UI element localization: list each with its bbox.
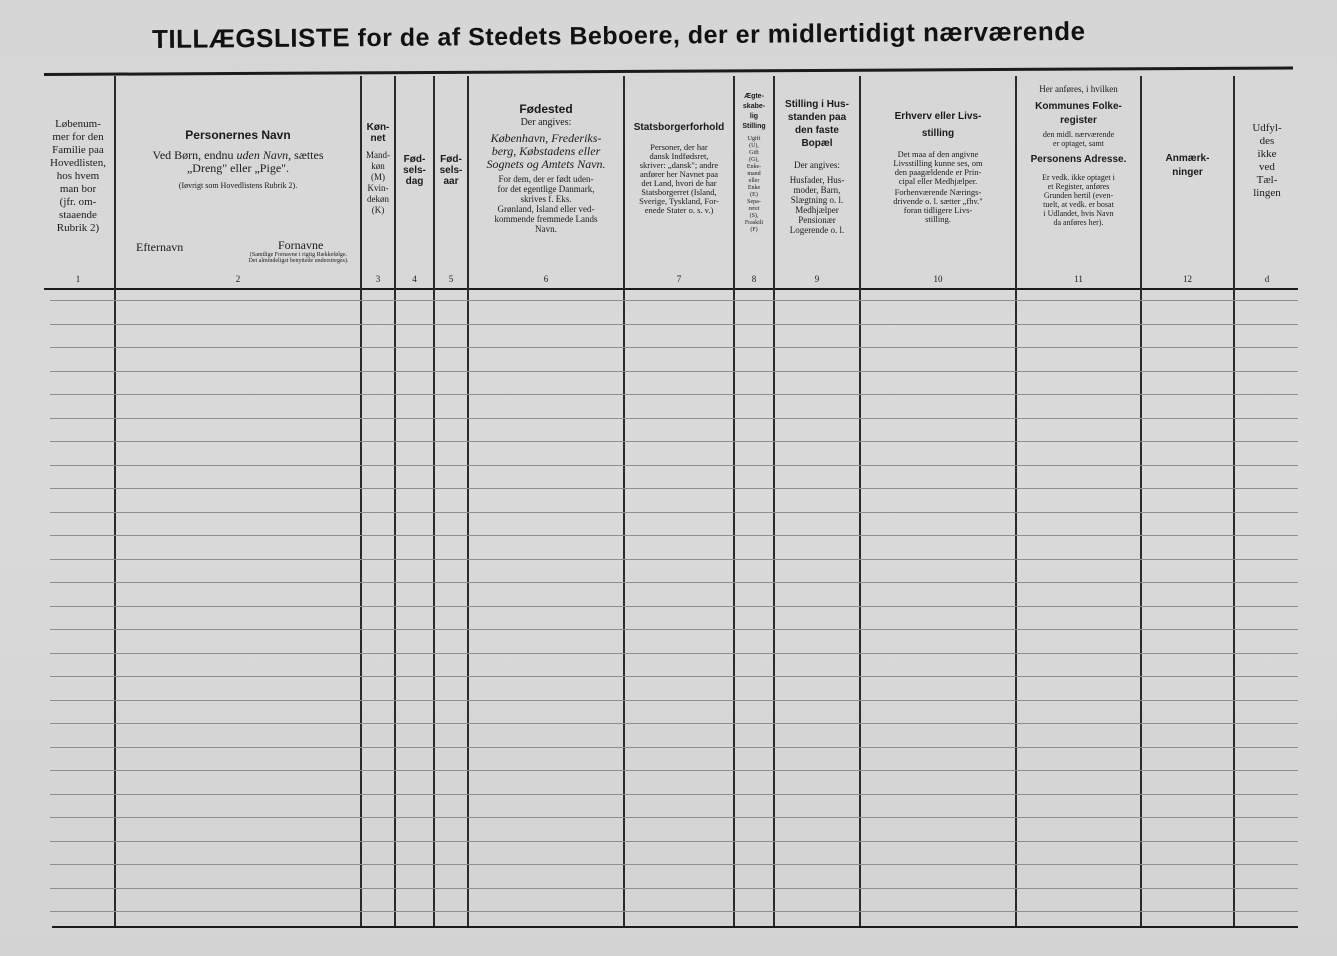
ruled-line [50, 559, 1298, 560]
col-8-number: 8 [751, 274, 757, 284]
col-6-header [469, 80, 623, 285]
ruled-line [50, 300, 1298, 301]
col-10-text2: Forhenværende Nærings- drivende o. l. sætter „fhv." foran tidligere Livs- stilling. [893, 187, 983, 224]
col-2-surname-label: Efternavn [136, 240, 184, 254]
bottom-rule [52, 926, 1298, 928]
col-2-line1: Ved Børn, endnu uden Navn, sættes [152, 148, 324, 162]
col-5-heading: Fød- sels- aar [439, 154, 463, 187]
col-2-forename-note: (Samtlige Fornavne i rigtig Rækkefølge. Det almindeligst benyttede understreges). [248, 252, 349, 264]
title-lead: TILLÆGSLISTE [151, 22, 351, 54]
ruled-line [50, 394, 1298, 395]
col-3-heading: Køn- net [366, 122, 390, 144]
col-11-text2: Er vedk. ikke optaget i et Register, anføres Grunden hertil (even- tuelt, at vedk. er bosat i Udlandet, hvis Navn da anføres her). [1042, 173, 1115, 227]
ruled-line [50, 817, 1298, 818]
col-2-heading: Personernes Navn [185, 128, 291, 142]
ruled-line [50, 606, 1298, 607]
ruled-line [50, 700, 1298, 701]
col-4-number: 4 [412, 274, 417, 284]
col-11-heading2: Personens Adresse. [1030, 154, 1127, 165]
ruled-line [50, 488, 1298, 489]
ruled-line [50, 794, 1298, 795]
col-11-number: 11 [1074, 274, 1083, 284]
col-2-note: (Iøvrigt som Hovedlistens Rubrik 2). [178, 181, 298, 190]
ruled-line [50, 723, 1298, 724]
ruled-line [50, 582, 1298, 583]
col-5-number: 5 [448, 274, 454, 284]
title-tail: midlertidigt nærværende [767, 15, 1086, 49]
col-11-text1: den midl. nærværende er optaget, samt [1042, 130, 1115, 148]
col-7-number: 7 [676, 274, 682, 284]
col-1-text: Løbenum- mer for den Familie paa Hovedlisten, hos hvem man bor (jfr. om- staaende Rubrik 2) [50, 118, 106, 234]
col-3-number: 3 [375, 274, 381, 284]
col-11-top: Her anføres, i hvilken [1039, 84, 1118, 94]
ruled-line [50, 418, 1298, 419]
col-2-number: 2 [235, 274, 241, 284]
header-rule [44, 288, 1298, 290]
col-8-header [735, 80, 773, 285]
col-6-italic: København, Frederiks- berg, Købstadens eller Sognets og Amtets Navn. [486, 131, 606, 171]
ruled-line [50, 629, 1298, 630]
col-d-number: d [1264, 274, 1270, 284]
ruled-line [50, 888, 1298, 889]
col-6-heading: Fødested [519, 102, 573, 116]
col-2-line2: „Dreng" eller „Pige". [186, 161, 290, 175]
col-6-text2: Grønland, Island eller ved- kommende fremmede Lands Navn. [494, 204, 598, 234]
ruled-line [50, 371, 1298, 372]
col-7-text: Personer, der har dansk Indfødsret, skriver: „dansk"; andre anfører her Navnet paa det Land, hvori de har Statsborgerret (Island, Sverige, Tyskland, For- enede Stater o. s. v.) [639, 142, 719, 215]
col-6-number: 6 [543, 274, 549, 284]
col-3-text: Mand- køn (M) Kvin- dekøn (K) [366, 150, 390, 215]
col-9-heading: Stilling i Hus- standen paa den faste Bopæl [785, 99, 849, 149]
top-rule [44, 66, 1293, 76]
col-10-heading: Erhverv eller Livs- stilling [894, 111, 982, 139]
col-6-text1: For dem, der er født uden- for det egentlige Danmark, skrives f. Eks. [497, 174, 595, 204]
col-5-header [435, 80, 467, 285]
ruled-line [50, 441, 1298, 442]
col-9-sub: Der angives: [794, 160, 840, 170]
form-title [152, 15, 1192, 55]
col-2-forename-label: Fornavne [278, 238, 324, 252]
col-7-header [625, 80, 733, 285]
col-11-header [1017, 80, 1140, 285]
col-4-heading: Fød- sels- dag [403, 154, 426, 187]
ruled-line [50, 535, 1298, 536]
col-6-sub: Der angives: [520, 117, 572, 128]
col-12-heading: Anmærk- ninger [1165, 153, 1210, 178]
col-9-header [775, 80, 859, 285]
col-10-header [861, 80, 1015, 285]
col-4-header [396, 80, 433, 285]
col-11-heading: Kommunes Folke- register [1035, 101, 1122, 126]
col-8-text: Ugift (U), Gift (G), Enke- mand eller Enke (E) Sepa- reret (S), Fraskilt (F) [744, 136, 764, 233]
col-d-header [1235, 80, 1299, 285]
col-d-text: Udfyl- des ikke ved Tæl- lingen [1252, 122, 1282, 199]
ruled-line [50, 747, 1298, 748]
ruled-line [50, 864, 1298, 865]
ruled-line [50, 653, 1298, 654]
col-8-heading: Ægte- skabe- lig Stilling [742, 93, 766, 130]
ruled-line [50, 841, 1298, 842]
ruled-line [50, 512, 1298, 513]
ruled-line [50, 676, 1298, 677]
col-1-number: 1 [75, 274, 81, 284]
ruled-line [50, 324, 1298, 325]
col-10-text1: Det maa af den angivne Livsstilling kunne ses, om den paagældende er Prin- cipal eller Medhjælper. [893, 149, 983, 186]
col-10-number: 10 [933, 274, 943, 284]
col-12-number: 12 [1183, 274, 1192, 284]
col-9-text: Husfader, Hus- moder, Barn, Slægtning o. l. Medhjælper Pensionær Logerende o. l. [789, 175, 845, 235]
ruled-line [50, 770, 1298, 771]
col-12-header [1142, 80, 1233, 285]
col-3-header [362, 80, 394, 285]
ruled-line [50, 465, 1298, 466]
title-middle: for de af Stedets Beboere, der er [357, 20, 761, 53]
ruled-line [50, 911, 1298, 912]
col-7-heading: Statsborgerforhold [633, 122, 725, 133]
col-9-number: 9 [814, 274, 820, 284]
col-1-header [40, 80, 116, 285]
ruled-line [50, 347, 1298, 348]
col-2-header [116, 80, 360, 285]
